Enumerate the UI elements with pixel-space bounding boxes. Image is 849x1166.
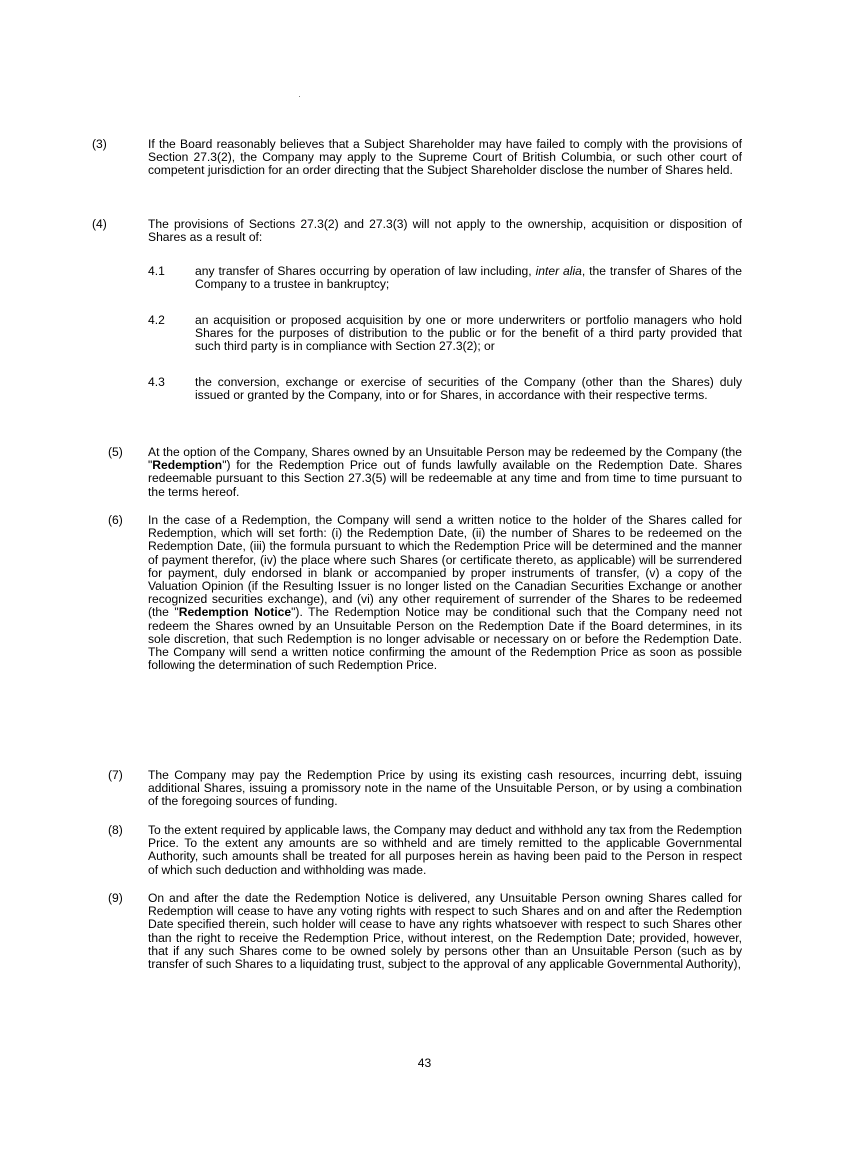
section-number-8: (8) <box>108 823 123 837</box>
section-5-text-before: At the option of the Company, Shares owned by an Unsuitable Person may be redeemed by the Company (the " <box>148 445 742 473</box>
section-5-text-after: ") for the Redemption Price out of funds lawfully available on the Redemption Date. Shares redeemable pursuant to this Section 27.3(5) will be redeemable at any time and from time to time pursuant to the terms hereof. <box>148 458 742 499</box>
section-number-7: (7) <box>108 768 123 782</box>
section-5-text <box>148 446 742 499</box>
item-4-1-text-italic: inter alia <box>535 264 582 278</box>
section-3-text: If the Board reasonably believes that a Subject Shareholder may have failed to comply with the provisions of Section 27.3(2), the Company may apply to the Supreme Court of British Columbia, or such other court of competent jurisdiction for an order directing that the Subject Shareholder disclose the number of Shares held. <box>148 137 742 178</box>
stray-mark <box>299 96 300 97</box>
section-8-text: To the extent required by applicable laws, the Company may deduct and withhold any tax from the Redemption Price. To the extent any amounts are so withheld and are timely remitted to the applicable Governmental Authority, such amounts shall be treated for all purposes herein as having been paid to the Person in respect of which such deduction and withholding was made. <box>148 823 742 877</box>
section-5-defined-term: Redemption <box>152 458 223 473</box>
section-6-text <box>148 514 742 672</box>
item-4-1-text <box>195 265 742 291</box>
item-4-1-text-before: any transfer of Shares occurring by operation of law including, <box>195 264 536 278</box>
section-6-defined-term: Redemption Notice <box>178 605 292 620</box>
item-number-4-1: 4.1 <box>148 264 165 278</box>
item-number-4-3: 4.3 <box>148 375 165 389</box>
section-4-text: The provisions of Sections 27.3(2) and 27.3(3) will not apply to the ownership, acquisition or disposition of Shares as a result of: <box>148 217 742 245</box>
section-number-3: (3) <box>92 137 107 151</box>
section-9-text: On and after the date the Redemption Notice is delivered, any Unsuitable Person owning Shares called for Redemption will cease to have any voting rights with respect to such Shares and on and after the Redemption Date specified therein, such holder will cease to have any rights whatsoever with respect to such Shares other than the right to receive the Redemption Price, without interest, on the Redemption Date; provided, however, that if any such Shares come to be owned solely by persons other than an Unsuitable Person (such as by transfer of such Shares to a liquidating trust, subject to the approval of any applicable Governmental Authority), <box>148 891 742 972</box>
section-number-5: (5) <box>108 445 123 459</box>
section-7-text: The Company may pay the Redemption Price by using its existing cash resources, incurring debt, issuing additional Shares, issuing a promissory note in the name of the Unsuitable Person, or by using a combination of the foregoing sources of funding. <box>148 768 742 809</box>
page-number: 43 <box>417 1056 432 1070</box>
section-number-4: (4) <box>92 217 107 231</box>
section-number-9: (9) <box>108 891 123 905</box>
item-4-1-text-after: , the transfer of Shares of the Company to a trustee in bankruptcy; <box>195 264 742 292</box>
section-6-text-before: In the case of a Redemption, the Company will send a written notice to the holder of the Shares called for Redemption, which will set forth: (i) the Redemption Date, (ii) the number of Shares to be redeemed on the Redemption Date, (iii) the formula pursuant to which the Redemption Price will be determined and the manner of payment therefor, (iv) the place where such Shares (or certificate thereto, as applicable) will be surrendered for payment, duly endorsed in blank or accompanied by proper instruments of transfer, (v) a copy of the Valuation Opinion (if the Resulting Issuer is no longer listed on the Canadian Securities Exchange or another recognized securities exchange), and (vi) any other requirement of surrender of the Shares to be redeemed (the " <box>148 513 742 620</box>
item-4-2-text: an acquisition or proposed acquisition by one or more underwriters or portfolio managers who hold Shares for the purposes of distribution to the public or for the benefit of a third party provided that such third party is in compliance with Section 27.3(2); or <box>195 313 742 354</box>
item-number-4-2: 4.2 <box>148 313 165 327</box>
section-6-text-after: "). The Redemption Notice may be conditional such that the Company need not redeem the Shares owned by an Unsuitable Person on the Redemption Date if the Board determines, in its sole discretion, that such Redemption is no longer advisable or necessary on or before the Redemption Date. The Company will send a written notice confirming the amount of the Redemption Price as soon as possible following the determination of such Redemption Price. <box>148 605 742 673</box>
section-number-6: (6) <box>108 513 123 527</box>
item-4-3-text: the conversion, exchange or exercise of securities of the Company (other than the Shares) duly issued or granted by the Company, into or for Shares, in accordance with their respective terms. <box>195 375 742 403</box>
